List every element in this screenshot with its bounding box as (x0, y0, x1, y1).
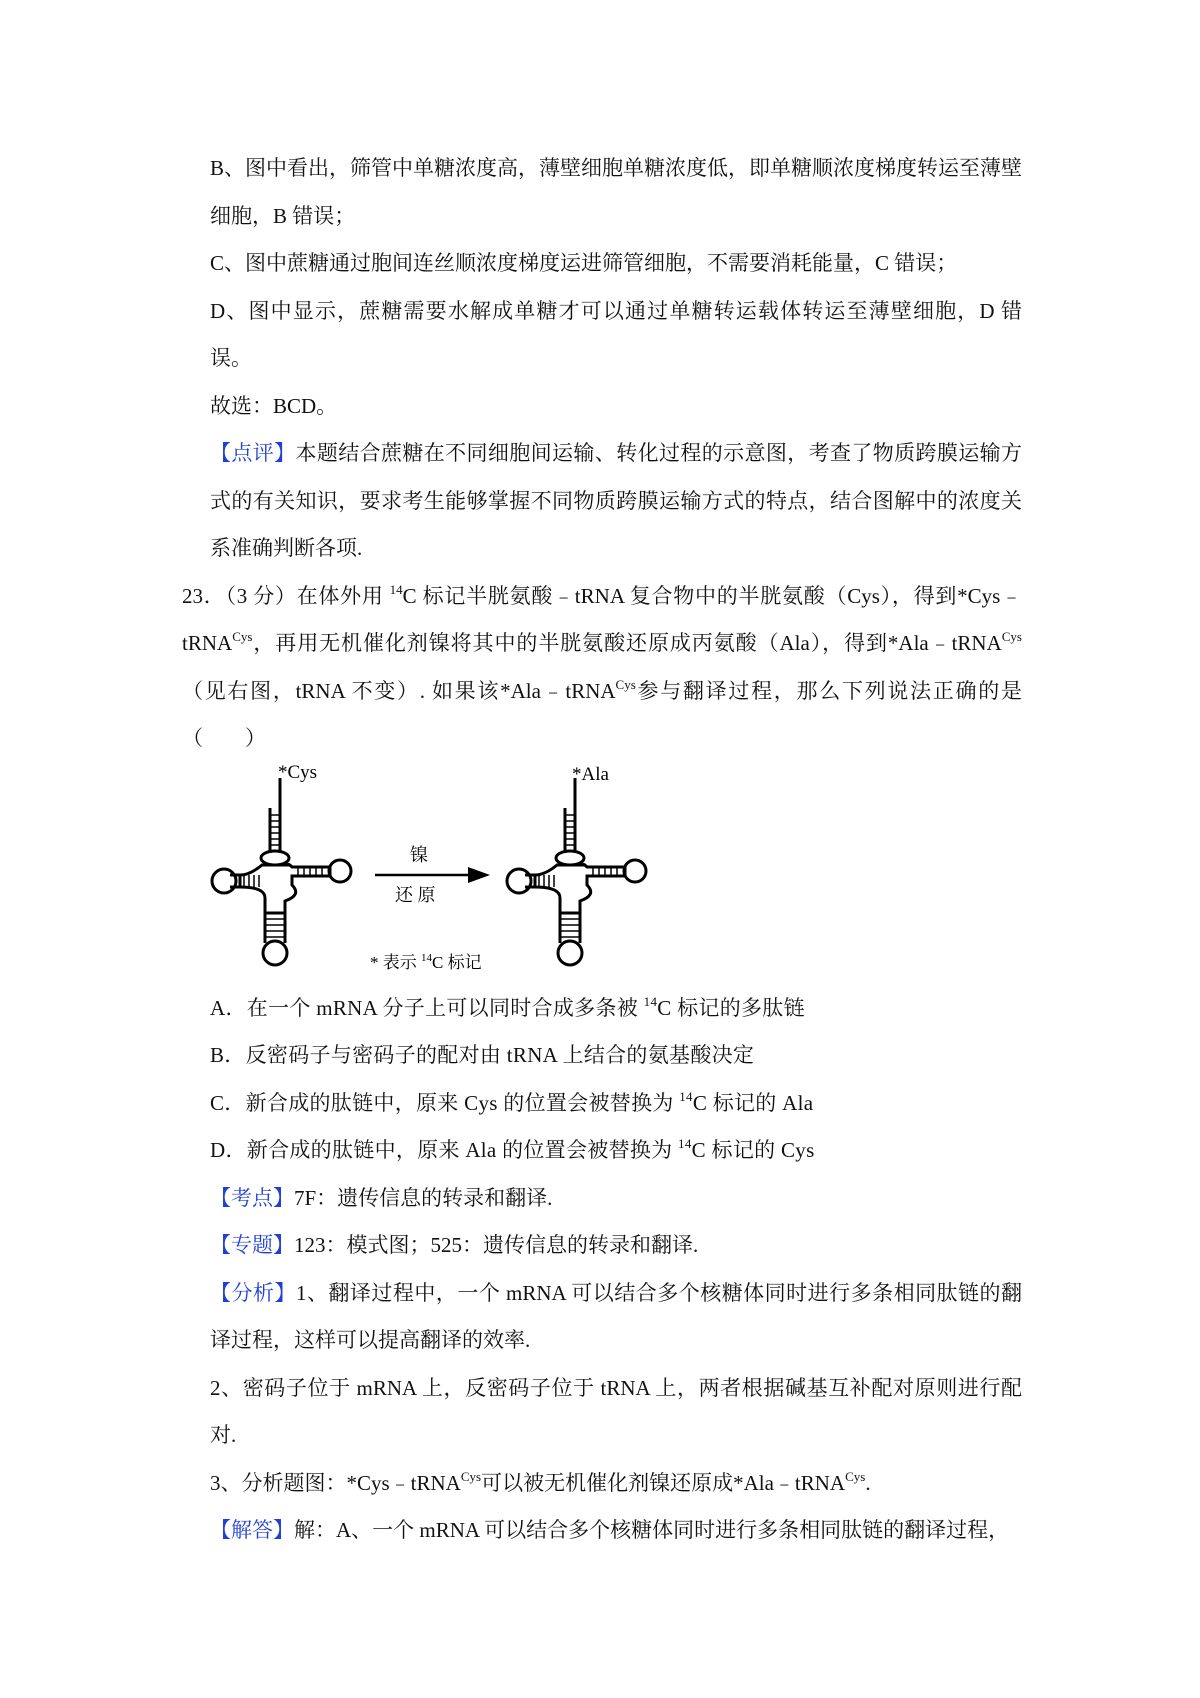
label-cys: *Cys (278, 762, 318, 783)
opt-text: C 标记的多肽链 (657, 995, 805, 1020)
review-text: 本题结合蔗糖在不同细胞间运输、转化过程的示意图，考查了物质跨膜运输方式的有关知识，要求考生能够掌握不同物质跨膜运输方式的特点，结合图解中的浓度关系准确判断各项. (210, 441, 1022, 560)
fenxi-text: 1、翻译过程中，一个 mRNA 可以结合多个核糖体同时进行多条相同肽链的翻译过程，这样可以提高翻译的效率. (210, 1280, 1023, 1352)
arrow-label-reduce: 还 原 (395, 884, 436, 905)
opt-text: A．在一个 mRNA 分子上可以同时合成多条被 (210, 995, 644, 1020)
jieda (210, 1507, 1022, 1555)
option-b[interactable]: B．反密码子与密码子的配对由 tRNA 上结合的氨基酸决定 (210, 1043, 755, 1067)
kaodian-text: 7F：遗传信息的转录和翻译. (294, 1185, 553, 1210)
option-c[interactable] (210, 1080, 1022, 1128)
fenxi-text: . (865, 1470, 871, 1495)
fenxi-text: 可以被无机催化剂镍还原成*Ala﹣tRNA (481, 1470, 846, 1495)
trna-ala-structure (507, 778, 646, 965)
opt-text: D．新合成的肽链中，原来 Ala 的位置会被替换为 (210, 1138, 679, 1162)
trna-diagram (210, 763, 680, 985)
option-a[interactable] (210, 985, 1022, 1033)
opt-sup: 14 (678, 1136, 692, 1151)
trna-figure (210, 763, 1022, 985)
arrow-head-icon (468, 867, 490, 883)
fenxi-sup: Cys (460, 1468, 482, 1484)
fenxi-tag: 【分析】 (210, 1280, 296, 1305)
prev-option-c: C、图中蔗糖通过胞间连丝顺浓度梯度运进筛管细胞，不需要消耗能量，C 错误； (210, 251, 958, 275)
review-tag: 【点评】 (210, 441, 296, 465)
prev-answer: 故选：BCD。 (210, 393, 338, 418)
jieda-tag: 【解答】 (210, 1518, 294, 1542)
fenxi (210, 1270, 1022, 1365)
q-sup: Cys (615, 676, 636, 692)
kaodian-tag: 【考点】 (210, 1185, 294, 1210)
opt-sup: 14 (643, 993, 658, 1009)
zhuanti (210, 1222, 1022, 1270)
q-sup: 14 (389, 581, 403, 597)
label-ala: *Ala (572, 763, 609, 785)
prev-option-b: B、图中看出，筛管中单糖浓度高，薄壁细胞单糖浓度低，即单糖顺浓度梯度转运至薄壁细胞，B 错误； (210, 156, 1023, 228)
fenxi-text: 3、分析题图：*Cys﹣tRNA (210, 1470, 461, 1495)
prev-option-d: D、图中显示，蔗糖需要水解成单糖才可以通过单糖转运载体转运至薄壁细胞，D 错误。 (210, 298, 1022, 370)
q-sup: Cys (232, 629, 253, 644)
opt-text: C．新合成的肽链中，原来 Cys 的位置会被替换为 (210, 1090, 680, 1115)
zhuanti-tag: 【专题】 (210, 1233, 294, 1257)
q-text: （见右图，tRNA 不变）. 如果该*Ala﹣tRNA (182, 678, 616, 703)
opt-text: C 标记的 Cys (691, 1138, 815, 1162)
q-sup: Cys (1001, 629, 1022, 644)
q-text: 23．（3 分）在体外用 (182, 583, 390, 608)
jieda-text: 解：A、一个 mRNA 可以结合多个核糖体同时进行多条相同肽链的翻译过程， (294, 1518, 1010, 1542)
fenxi-3 (210, 1460, 1022, 1508)
q-text: C 标记半胱氨酸﹣tRNA 复合物中的半胱氨酸（Cys），得到*Cys﹣tRNA (182, 583, 1022, 655)
document-page (182, 145, 1023, 1555)
trna-cys-structure (212, 778, 351, 965)
zhuanti-text: 123：模式图；525：遗传信息的转录和翻译. (294, 1233, 699, 1257)
option-d[interactable] (210, 1127, 1022, 1175)
fenxi-2: 2、密码子位于 mRNA 上，反密码子位于 tRNA 上，两者根据碱基互补配对原则进行配对. (210, 1375, 1022, 1447)
q-text: 参与翻译过程，那么下列说法正确的是（ ） (182, 678, 1022, 750)
kaodian (210, 1175, 1022, 1223)
fenxi-sup: Cys (845, 1468, 866, 1484)
figure-note: * 表示 $^{14}$C 标记 (370, 951, 482, 972)
question-23 (182, 573, 1022, 763)
q-text: ，再用无机催化剂镍将其中的半胱氨酸还原成丙氨酸（Ala），得到*Ala﹣tRNA (252, 631, 1002, 655)
opt-text: C 标记的 Ala (692, 1090, 814, 1115)
arrow-label-nickel: 镍 (410, 844, 428, 865)
opt-sup: 14 (679, 1088, 693, 1104)
prev-review (210, 430, 1022, 573)
